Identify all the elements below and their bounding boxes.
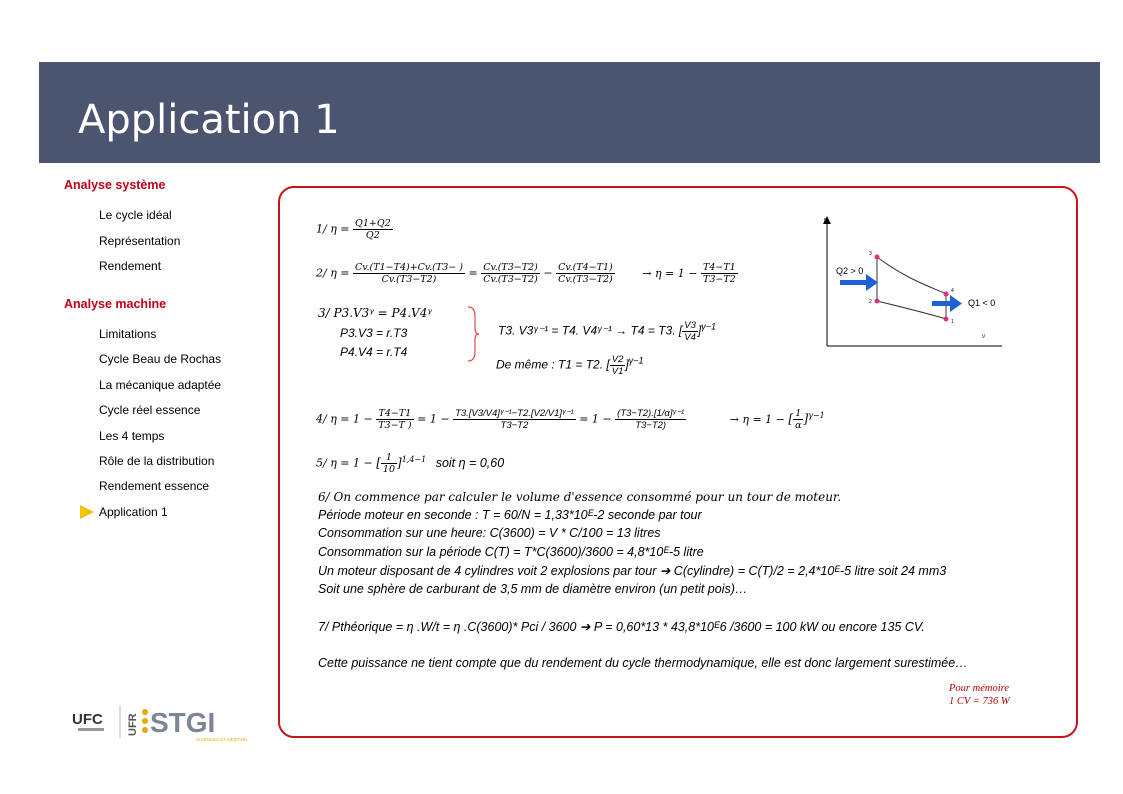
nav-item-cycle-reel-essence[interactable]: Cycle réel essence <box>99 403 201 417</box>
svg-text:3: 3 <box>869 251 872 257</box>
q2-label: Q2 > 0 <box>836 266 864 276</box>
equation-3-right2: De même : T1 = T2. [ $\frac{V2}{V1}$ ]$^{\gamma-1}$ <box>496 354 644 377</box>
step-7: 7/ Pthéorique = η .W/t = η .C(3600)* Pci / 3600 ➔ P = 0,60*13 * 43,8*10ᴱ6 /3600 = 100 kW ou encore 135 CV. <box>318 620 925 634</box>
q2-arrow-shaft <box>840 280 866 285</box>
logos <box>70 702 270 744</box>
step-6-line3: Consommation sur une heure: C(3600) = V * C/100 = 13 litres <box>318 526 661 540</box>
svg-text:1: 1 <box>951 319 954 325</box>
nav-item-limitations[interactable]: Limitations <box>99 327 157 341</box>
active-arrow-icon <box>80 505 94 519</box>
nav-item-mecanique-adaptee[interactable]: La mécanique adaptée <box>99 378 222 392</box>
equation-3-right1: T3. V3ᵞ⁻¹ = T4. V4ᵞ⁻¹ → T4 = T3. [ $\frac{V3}{V4}$ ]$^{\gamma-1}$ <box>498 320 716 343</box>
nav-item-rendement-essence[interactable]: Rendement essence <box>99 479 210 493</box>
nav-item-representation[interactable]: Représentation <box>99 234 181 248</box>
v-axis-label: V <box>982 334 986 340</box>
equation-4: 4/ η = 1 − $\frac{T4-T1}{T3-T )}$ = 1 − $\frac{\text{T3.[V3/V4]ᵞ⁻¹−T2.[V2/V1]ᵞ⁻¹}}{T3-T2}$ = 1 − $\frac{\text{(T3−T2).[1/α]ᵞ⁻¹}}{T3-T2)}$ → η = 1 − [ $\frac{1}{\alpha}$ ]$^{\gamma-1}$ <box>316 408 825 431</box>
equation-3-line2: P3.V3 = r.T3 <box>340 326 408 340</box>
svg-text:4: 4 <box>951 288 954 294</box>
q1-arrow-icon <box>950 295 962 312</box>
equation-3-label: 3/ P3.V3ᵞ = P4.V4ᵞ <box>318 306 432 320</box>
nav-section-analyse-machine[interactable]: Analyse machine <box>64 297 167 311</box>
svg-text:2: 2 <box>869 299 872 305</box>
title-banner <box>39 62 1100 163</box>
stgi-subtitle-text: SCIENCES ET GESTION <box>196 737 248 742</box>
step-6-line2: Période moteur en seconde : T = 60/N = 1,33*10ᴱ-2 seconde par tour <box>318 508 702 522</box>
university-logo-icon <box>70 702 270 744</box>
equation-3-line3: P4.V4 = r.T4 <box>340 345 408 359</box>
stgi-logo-text: STGI <box>150 707 216 738</box>
q1-arrow-shaft <box>932 301 950 306</box>
equation-1: 1/ η = $\frac{Q1+Q2}{Q2}$ <box>316 218 391 241</box>
nav-item-application-1[interactable] <box>99 505 168 519</box>
step-6-title: 6/ On commence par calculer le volume d'essence consommé pour un tour de moteur. <box>318 490 842 504</box>
memo-note <box>949 683 1010 708</box>
step-6-line5: Un moteur disposant de 4 cylindres voit 2 explosions par tour ➔ C(cylindre) = C(T)/2 = 2,4*10ᴱ-5 litre soit 24 mm3 <box>318 564 947 578</box>
equation-5: 5/ η = 1 − [ $\frac{1}{10}$ ]$^{1,4-1}$ soit η = 0,60 <box>316 452 505 475</box>
university-logo-text: UFC <box>72 711 103 728</box>
memo-line-1: Pour mémoire <box>949 683 1009 694</box>
nav-item-application-1-label: Application 1 <box>99 505 168 519</box>
p-axis-label: P <box>824 218 828 224</box>
ufr-logo-text: UFR <box>127 713 139 736</box>
point-4 <box>944 292 949 297</box>
nav-item-cycle-ideal[interactable]: Le cycle idéal <box>99 208 172 222</box>
brace-icon <box>466 306 480 362</box>
q1-label: Q1 < 0 <box>968 298 996 308</box>
point-2 <box>875 299 880 304</box>
nav-section-analyse-systeme[interactable]: Analyse système <box>64 178 166 192</box>
page-title: Application 1 <box>78 97 340 143</box>
point-1 <box>944 317 949 322</box>
step-6-line6: Soit une sphère de carburant de 3,5 mm de diamètre environ (un petit pois)… <box>318 582 748 596</box>
conclusion-text: Cette puissance ne tient compte que du rendement du cycle thermodynamique, elle est donc largement surestimée… <box>318 656 968 670</box>
nav-item-role-distribution[interactable]: Rôle de la distribution <box>99 454 215 468</box>
nav-item-4-temps[interactable]: Les 4 temps <box>99 429 165 443</box>
memo-line-2: 1 CV = 736 W <box>949 695 1010 707</box>
pv-diagram <box>820 214 1010 350</box>
q2-arrow-icon <box>866 274 878 291</box>
point-3 <box>875 255 880 260</box>
step-6-line4: Consommation sur la période C(T) = T*C(3600)/3600 = 4,8*10ᴱ-5 litre <box>318 545 704 559</box>
nav-item-rendement[interactable]: Rendement <box>99 259 162 273</box>
content-frame <box>278 186 1078 738</box>
nav-item-cycle-beau-de-rochas[interactable]: Cycle Beau de Rochas <box>99 352 222 366</box>
equation-2: 2/ η = $\frac{Cv.(T1-T4)+Cv.(T3- )}{Cv.(T3-T2)}$ = $\frac{Cv.(T3-T2)}{Cv.(T3-T2)}$ − $\frac{Cv.(T4-T1)}{Cv.(T3-T2)}$ → η = 1 − $\frac{T4-T1}{T3-T2}$ <box>316 262 736 285</box>
